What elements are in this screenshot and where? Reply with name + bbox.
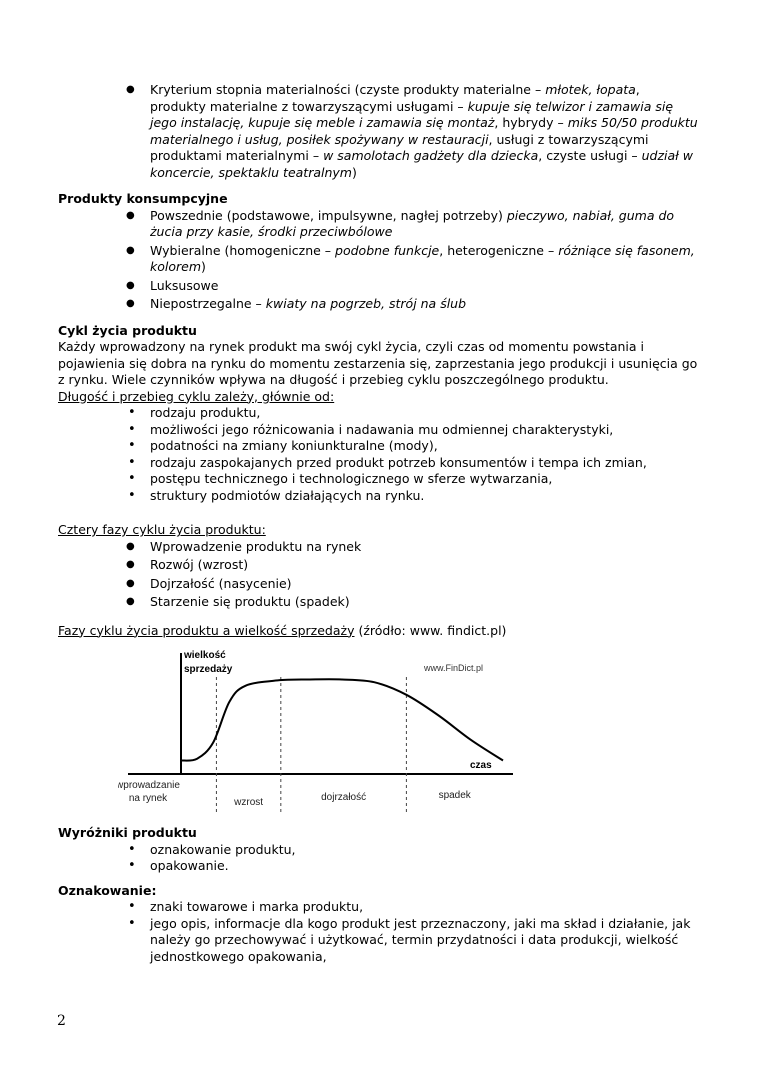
consumer-item xyxy=(150,243,698,276)
example-text: młotek, łopata xyxy=(545,82,636,97)
depends-item: • postępu technicznego i technologicznego w sferze wytwarzania, xyxy=(150,471,698,488)
example-text: różniące się fasonem, kolorem xyxy=(150,242,695,274)
phase-label: dojrzałość xyxy=(321,792,367,803)
example-text: miks 50/50 produktu materialnego i usług, posiłek spożywany w restauracji xyxy=(150,115,698,147)
chart-source: (źródło: www. findict.pl) xyxy=(354,622,507,638)
phase-item: ● Rozwój (wzrost) xyxy=(150,557,698,574)
phases-list xyxy=(58,539,698,611)
example-text: w samolotach gadżety dla dziecka xyxy=(323,148,539,163)
item-text: , czyste usługi – xyxy=(538,148,642,163)
criteria-item xyxy=(150,82,698,181)
item-text: , hybrydy – xyxy=(494,115,568,130)
phase-item: ● Wprowadzenie produktu na rynek xyxy=(150,539,698,556)
example-text: kwiaty na pogrzeb, strój na ślub xyxy=(265,296,467,311)
lifecycle-chart xyxy=(118,645,518,815)
example-text: pieczywo, nabiał, guma do żucia przy kasie, środki przeciwbólowe xyxy=(150,207,675,239)
chart-caption-line xyxy=(58,623,698,640)
lifecycle-chart-svg xyxy=(118,645,518,815)
feature-item: • oznakowanie produktu, xyxy=(150,842,698,859)
item-text: , usługi z towarzyszącymi produktami materialnymi – xyxy=(150,131,649,163)
chart-watermark: www.FinDict.pl xyxy=(424,663,484,673)
phase-item: ● Starzenie się produktu (spadek) xyxy=(150,594,698,611)
item-text: Niepostrzegalne – xyxy=(150,296,266,311)
document-page xyxy=(58,82,698,965)
lifecycle-paragraph: Każdy wprowadzony na rynek produkt ma swój cykl życia, czyli czas od momentu powstania i pojawienia się dobra na rynku do momentu zestarzenia się, zaprzestania jego produkcji i usunięcia go z rynku. Wiele czynników wpływa na długość i przebieg cyklu poszczególnego produktu. xyxy=(58,339,698,387)
phases-heading: Cztery fazy cyklu życia produktu: xyxy=(58,522,266,537)
labeling-list xyxy=(58,899,698,965)
item-text: Powszednie (podstawowe, impulsywne, nagłej potrzeby) xyxy=(150,207,507,223)
labeling-item: • jego opis, informacje dla kogo produkt jest przeznaczony, jaki ma skład i działanie, jak należy go przechowywać i użytkować, termin przydatności i data produkcji, wielkość jednostkowego opakowania, xyxy=(150,916,698,966)
phase-label: wprowadzanie xyxy=(118,780,180,791)
consumer-heading: Produkty konsumpcyjne xyxy=(58,191,228,206)
depends-item: • struktury podmiotów działających na rynku. xyxy=(150,488,698,505)
y-axis-label: sprzedaży xyxy=(184,664,233,675)
depends-item: • rodzaju zaspokajanych przed produkt potrzeb konsumentów i tempa ich zmian, xyxy=(150,455,698,472)
depends-item: • rodzaju produktu, xyxy=(150,405,698,422)
item-text: , produkty materialne z towarzyszącymi usługami – xyxy=(150,82,640,114)
item-text: Kryterium stopnia materialności (czyste produkty materialne – xyxy=(150,82,546,97)
consumer-list xyxy=(58,208,698,313)
item-text: , heterogeniczne – xyxy=(439,242,559,258)
item-text: Luksusowe xyxy=(150,277,219,293)
example-text: udział w koncercie, spektaklu teatralnym xyxy=(150,148,693,180)
feature-item: • opakowanie. xyxy=(150,858,698,875)
example-text: kupuje się telwizor i zamawia się jego instalację, kupuje się meble i zamawia się montaż xyxy=(150,98,674,130)
features-list xyxy=(58,842,698,875)
labeling-heading: Oznakowanie: xyxy=(58,882,157,898)
phase-label: wzrost xyxy=(234,797,264,808)
page-number: 2 xyxy=(57,1013,66,1029)
phase-label: na rynek xyxy=(128,793,168,804)
consumer-item xyxy=(150,208,698,241)
depends-item: • podatności na zmiany koniunkturalne (mody), xyxy=(150,438,698,455)
lifecycle-heading: Cykl życia produktu xyxy=(58,322,197,338)
consumer-item xyxy=(150,278,698,295)
item-text: ) xyxy=(351,164,357,180)
chart-caption: Fazy cyklu życia produktu a wielkość sprzedaży xyxy=(58,622,355,638)
features-heading: Wyróżniki produktu xyxy=(58,825,197,840)
criteria-list xyxy=(58,82,698,181)
x-axis-label: czas xyxy=(470,760,492,771)
item-text: ) xyxy=(201,259,206,274)
phase-item: ● Dojrzałość (nasycenie) xyxy=(150,576,698,593)
labeling-item: • znaki towarowe i marka produktu, xyxy=(150,899,698,916)
depends-heading: Długość i przebieg cyklu zależy, głównie od: xyxy=(58,388,335,404)
phase-label: spadek xyxy=(438,790,471,801)
example-text: podobne funkcje xyxy=(335,242,440,258)
sales-curve xyxy=(181,679,503,760)
item-text: Wybieralne (homogeniczne – xyxy=(150,242,336,258)
consumer-item xyxy=(150,296,698,313)
depends-list xyxy=(58,405,698,504)
y-axis-label: wielkość xyxy=(184,650,226,661)
depends-item: • możliwości jego różnicowania i nadawania mu odmiennej charakterystyki, xyxy=(150,422,698,439)
